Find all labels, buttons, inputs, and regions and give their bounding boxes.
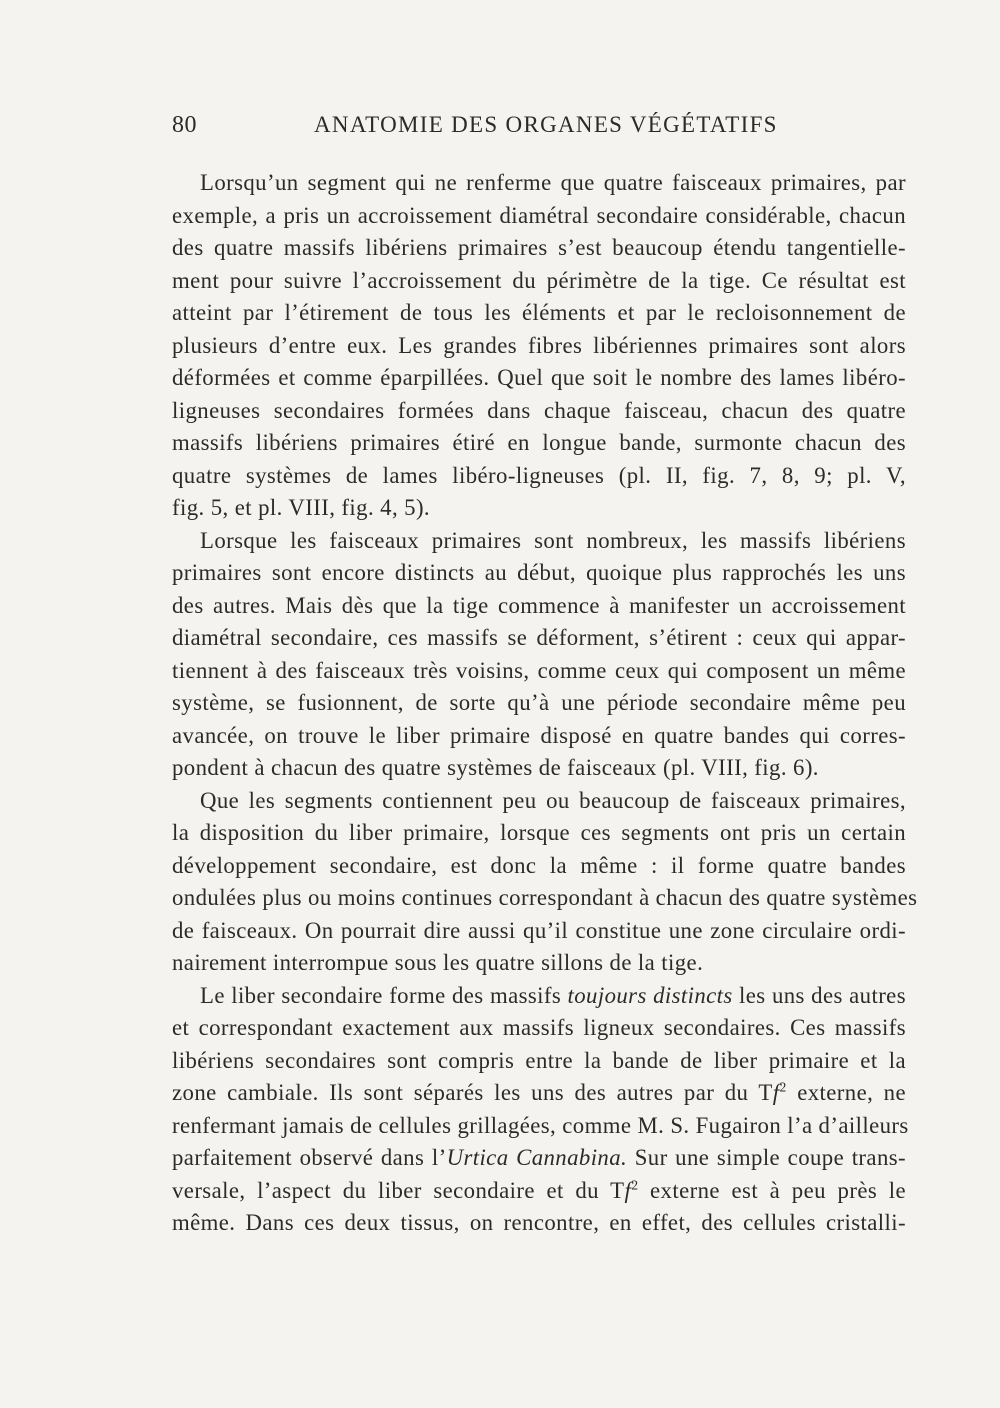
superscript: 2 (779, 1079, 787, 1095)
text-line: déformées et comme éparpillées. Quel que soit le nombre des lames libéro- (172, 365, 906, 390)
running-title: ANATOMIE DES ORGANES VÉGÉTATIFS (314, 112, 778, 137)
text-line: primaires sont encore distincts au début, quoique plus rapprochés les uns (172, 560, 906, 585)
text-line: ondulées plus ou moins continues correspondant à chacun des quatre systèmes (172, 885, 918, 910)
body-text (172, 167, 918, 1240)
text-line (172, 1142, 906, 1175)
text-line: même. Dans ces deux tissus, on rencontre, en effet, des cellules cristalli- (172, 1210, 906, 1235)
text-line: des autres. Mais dès que la tige commence à manifester un accroissement (172, 592, 906, 618)
text-line (172, 1175, 906, 1208)
text-segment: parfaitement observé dans l’ (172, 1145, 447, 1170)
text-segment: Le liber secondaire forme des massifs (200, 982, 568, 1008)
text-segment: zone cambiale. Ils sont séparés les uns des autres par du T (172, 1080, 773, 1105)
text-line: avancée, on trouve le liber primaire disposé en quatre bandes qui corres- (172, 722, 906, 748)
text-line: système, se fusionnent, de sorte qu’à une période secondaire même peu (172, 690, 906, 715)
text-segment: les uns des autres (732, 982, 906, 1008)
paragraph-4 (172, 980, 909, 1240)
text-line: renfermant jamais de cellules grillagées, comme M. S. Fugairon l’a d’ailleurs (172, 1112, 909, 1138)
text-line: plusieurs d’entre eux. Les grandes fibres libériennes primaires sont alors (172, 332, 906, 358)
text-line: nairement interrompue sous les quatre sillons de la tige. (172, 950, 704, 975)
paragraph-1 (172, 167, 906, 525)
page-number: 80 (172, 112, 197, 138)
text-line: développement secondaire, est donc la même : il forme quatre bandes (172, 852, 906, 878)
text-line (172, 980, 906, 1013)
italic-text: f (624, 1177, 632, 1203)
text-line: des quatre massifs libériens primaires s’est beaucoup étendu tangentielle- (172, 235, 906, 260)
text-line: libériens secondaires sont compris entre la bande de liber primaire et la (172, 1047, 906, 1073)
paragraph-2 (172, 525, 906, 785)
text-line: atteint par l’étirement de tous les éléments et par le recloisonnement de (172, 300, 906, 325)
text-line: de faisceaux. On pourrait dire aussi qu’il constitue une zone circulaire ordi- (172, 917, 906, 943)
paragraph-3 (172, 785, 918, 980)
italic-text: toujours distincts (567, 982, 733, 1008)
superscript: 2 (631, 1176, 639, 1192)
text-line: ment pour suivre l’accroissement du périmètre de la tige. Ce résultat est (172, 267, 906, 293)
text-line: exemple, a pris un accroissement diamétral secondaire considérable, chacun (172, 202, 906, 228)
text-line: Lorsque les faisceaux primaires sont nombreux, les massifs libériens (200, 527, 906, 553)
text-line: fig. 5, et pl. VIII, fig. 4, 5). (172, 495, 431, 520)
text-line (172, 1077, 906, 1110)
text-line: pondent à chacun des quatre systèmes de faisceaux (pl. VIII, fig. 6). (172, 755, 819, 780)
text-line: ligneuses secondaires formées dans chaque faisceau, chacun des quatre (172, 397, 906, 423)
page-header (172, 112, 907, 152)
text-segment: externe est à peu près le (638, 1177, 906, 1203)
italic-text: f (772, 1080, 780, 1105)
text-line: diamétral secondaire, ces massifs se déforment, s’étirent : ceux qui appar- (172, 625, 906, 650)
text-segment: versale, l’aspect du liber secondaire et du T (172, 1177, 625, 1203)
text-line: la disposition du liber primaire, lorsque ces segments ont pris un certain (172, 820, 906, 845)
text-line: tiennent à des faisceaux très voisins, comme ceux qui composent un même (172, 657, 906, 683)
text-line: et correspondant exactement aux massifs ligneux secondaires. Ces massifs (172, 1015, 906, 1040)
text-line: Que les segments contiennent peu ou beaucoup de faisceaux primaires, (200, 787, 906, 813)
text-line: massifs libériens primaires étiré en longue bande, surmonte chacun des (172, 430, 906, 455)
text-line: quatre systèmes de lames libéro-ligneuses (pl. II, fig. 7, 8, 9; pl. V, (172, 462, 906, 488)
text-segment: Sur une simple coupe trans- (627, 1145, 907, 1170)
text-line: Lorsqu’un segment qui ne renferme que quatre faisceaux primaires, par (200, 170, 906, 195)
italic-text: Urtica Cannabina. (446, 1145, 628, 1170)
text-segment: externe, ne (786, 1080, 906, 1105)
